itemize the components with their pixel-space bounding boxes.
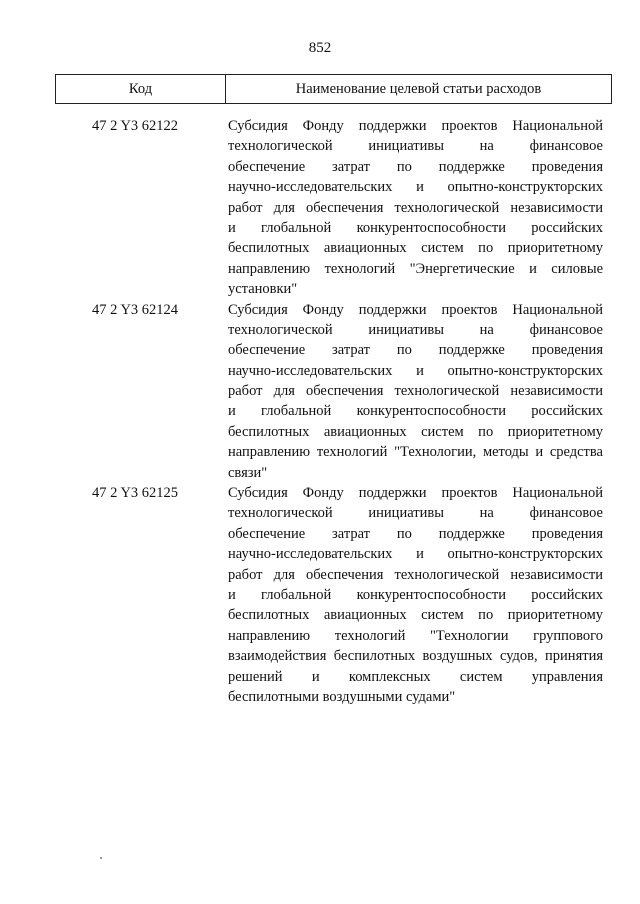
- entry-line: работ для обеспечения технологической независимости: [228, 566, 603, 583]
- entries-list: [0, 116, 640, 707]
- entry-line: научно-исследовательских и опытно-конструкторских: [228, 179, 603, 196]
- entry-line: Субсидия Фонду поддержки проектов Национальной: [228, 301, 603, 318]
- entry-line: обеспечение затрат по поддержке проведения: [228, 158, 603, 175]
- entry-row: [0, 116, 640, 300]
- page-number: 852: [308, 40, 332, 56]
- entry-line: научно-исследовательских и опытно-конструкторских: [228, 546, 603, 563]
- entry-line: технологической инициативы на финансовое: [228, 321, 603, 338]
- entry-line: обеспечение затрат по поддержке проведения: [228, 525, 603, 542]
- entry-description: [228, 483, 603, 707]
- entry-line: беспилотных авиационных систем по приоритетному: [228, 607, 603, 624]
- entry-line: направлению технологий "Технологии, методы и средства: [228, 444, 603, 461]
- entry-line: связи": [228, 464, 268, 481]
- entry-line: Субсидия Фонду поддержки проектов Национальной: [228, 485, 603, 502]
- entry-line: и глобальной конкурентоспособности российских: [228, 403, 603, 420]
- entry-line: технологической инициативы на финансовое: [228, 505, 603, 522]
- entry-line: направлению технологий "Технологии группового: [228, 627, 603, 644]
- entry-line: беспилотных авиационных систем по приоритетному: [228, 423, 603, 440]
- entry-code: 47 2 Y3 62124: [92, 301, 179, 318]
- entry-line: научно-исследовательских и опытно-конструкторских: [228, 362, 603, 379]
- entry-line: и глобальной конкурентоспособности российских: [228, 586, 603, 603]
- entry-line: беспилотных авиационных систем по приоритетному: [228, 240, 603, 257]
- column-header-code: Код: [56, 75, 226, 103]
- entry-row: [0, 300, 640, 484]
- entry-code: 47 2 Y3 62122: [92, 118, 179, 134]
- entry-line: и глобальной конкурентоспособности российских: [228, 219, 603, 236]
- entry-line: технологической инициативы на финансовое: [228, 138, 603, 155]
- entry-line: решений и комплексных систем управления: [228, 668, 603, 685]
- entry-line: Субсидия Фонду поддержки проектов Национальной: [228, 118, 603, 134]
- entry-line: взаимодействия беспилотных воздушных судов, принятия: [228, 648, 603, 665]
- entry-description: [228, 300, 603, 484]
- entry-description: [228, 116, 603, 300]
- column-header-name: Наименование целевой статьи расходов: [295, 80, 542, 97]
- table-header: [55, 74, 612, 104]
- entry-row: [0, 483, 640, 707]
- entry-code: 47 2 Y3 62125: [92, 485, 179, 502]
- entry-line: направлению технологий "Энергетические и силовые: [228, 260, 603, 277]
- entry-line: беспилотными воздушными судами": [228, 688, 456, 705]
- scan-speck: [100, 857, 102, 859]
- entry-line: работ для обеспечения технологической независимости: [228, 383, 603, 400]
- entry-line: работ для обеспечения технологической независимости: [228, 199, 603, 216]
- entry-line: обеспечение затрат по поддержке проведения: [228, 342, 603, 359]
- entry-line: установки": [228, 281, 298, 298]
